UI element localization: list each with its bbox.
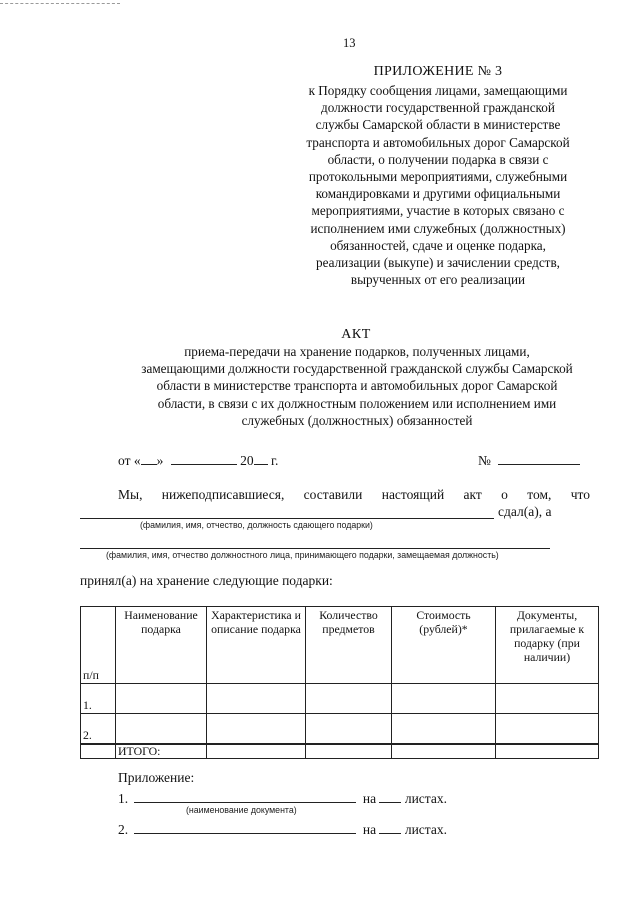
top-dashed-rule [0, 3, 120, 4]
accepted-text: принял(а) на хранение следующие подарки: [80, 573, 333, 588]
year-blank[interactable] [254, 452, 268, 465]
cell-cost[interactable] [392, 714, 496, 745]
handing-person-line[interactable] [80, 518, 494, 519]
receiving-person-line[interactable] [80, 548, 550, 549]
act-line: области, в связи с их должностным положением или исполнением ими [157, 395, 557, 411]
total-quantity[interactable] [306, 744, 392, 759]
appendix-title: ПРИЛОЖЕНИЕ № 3 [373, 64, 503, 79]
cell-description[interactable] [207, 714, 306, 745]
table-row [81, 684, 599, 714]
year-suffix: г. [270, 453, 279, 468]
appendix-line: мероприятиями, участие в которых связано с [311, 203, 565, 219]
header-name: Наименование подарка [116, 607, 207, 684]
appendix-line: исполнением ими служебных (должностных) [310, 220, 566, 236]
header-description: Характеристика и описание подарка [207, 607, 306, 684]
attachment-on-label: на [362, 822, 377, 837]
day-blank[interactable] [141, 452, 157, 465]
total-documents-cell [496, 744, 599, 759]
header-index: п/п [81, 607, 116, 684]
total-cost[interactable] [392, 744, 496, 759]
month-blank[interactable] [171, 452, 237, 465]
number-label: № [478, 453, 491, 468]
intro-text: Мы, нижеподписавшиеся, составили настоящий акт о том, что [118, 487, 590, 502]
appendix-line: обязанностей, сдаче и оценке подарка, [330, 237, 546, 253]
caption-document-name: (наименование документа) [186, 805, 297, 815]
total-index-cell [81, 744, 116, 759]
attachment-number: 1. [118, 791, 129, 806]
act-line: служебных (должностных) обязанностей [241, 412, 473, 428]
appendix-line: к Порядку сообщения лицами, замещающими [308, 83, 568, 98]
cell-name[interactable] [116, 684, 207, 714]
appendix-text [276, 82, 600, 288]
attachment-item [118, 821, 447, 838]
year-label: 20 [240, 453, 254, 468]
appendix-line: командировками и другими официальными [315, 186, 561, 202]
header-documents: Документы, прилагаемые к подарку (при наличии) [496, 607, 599, 684]
attachment-sheets-label: листах. [404, 791, 447, 806]
cell-description[interactable] [207, 684, 306, 714]
gifts-table [80, 606, 599, 759]
attachment-sheets-blank[interactable] [379, 821, 401, 834]
appendix-line: должности государственной гражданской [321, 100, 555, 116]
attachments-title: Приложение: [118, 770, 195, 785]
cell-documents[interactable] [496, 714, 599, 745]
header-quantity: Количество предметов [306, 607, 392, 684]
appendix-line: области, о получении подарка в связи с [327, 151, 549, 167]
appendix-line: вырученных от его реализации [350, 272, 526, 288]
header-cost: Стоимость (рублей)* [392, 607, 496, 684]
cell-documents[interactable] [496, 684, 599, 714]
act-subtitle [82, 343, 632, 429]
attachment-document-blank[interactable] [134, 790, 356, 803]
total-label: ИТОГО: [116, 744, 207, 759]
date-from-label: от « [118, 453, 141, 468]
act-line: области в министерстве транспорта и автомобильных дорог Самарской [156, 378, 558, 394]
row-index: 2. [81, 714, 116, 745]
attachment-number: 2. [118, 822, 129, 837]
row-index: 1. [81, 684, 116, 714]
date-quote-close: » [156, 453, 164, 468]
appendix-line: реализации (выкупе) и зачислении средств, [316, 255, 560, 271]
attachment-sheets-label: листах. [404, 822, 447, 837]
table-row [81, 714, 599, 745]
attachment-on-label: на [362, 791, 377, 806]
caption-handing-person: (фамилия, имя, отчество, должность сдающего подарки) [140, 520, 373, 530]
attachment-sheets-blank[interactable] [379, 790, 401, 803]
act-line: замещающими должности государственной гражданской службы Самарской [141, 361, 573, 377]
number-blank[interactable] [498, 452, 580, 465]
cell-cost[interactable] [392, 684, 496, 714]
act-line: приема-передачи на хранение подарков, полученных лицами, [184, 344, 530, 359]
act-title: АКТ [341, 327, 371, 342]
attachment-document-blank[interactable] [134, 821, 356, 834]
cell-quantity[interactable] [306, 714, 392, 745]
appendix-line: транспорта и автомобильных дорог Самарской [306, 134, 570, 150]
table-header-row [81, 607, 599, 684]
handed-label: сдал(а), а [498, 504, 552, 519]
appendix-line: протокольными мероприятиями, служебными [308, 169, 568, 185]
appendix-line: службы Самарской области в министерстве [315, 117, 561, 133]
page-number: 13 [343, 36, 356, 50]
act-date [118, 452, 278, 469]
caption-receiving-person: (фамилия, имя, отчество должностного лица, принимающего подарки, замещаемая должность) [106, 550, 499, 560]
cell-quantity[interactable] [306, 684, 392, 714]
cell-name[interactable] [116, 714, 207, 745]
table-total-row [81, 744, 599, 759]
total-description-cell [207, 744, 306, 759]
act-number [478, 452, 580, 469]
